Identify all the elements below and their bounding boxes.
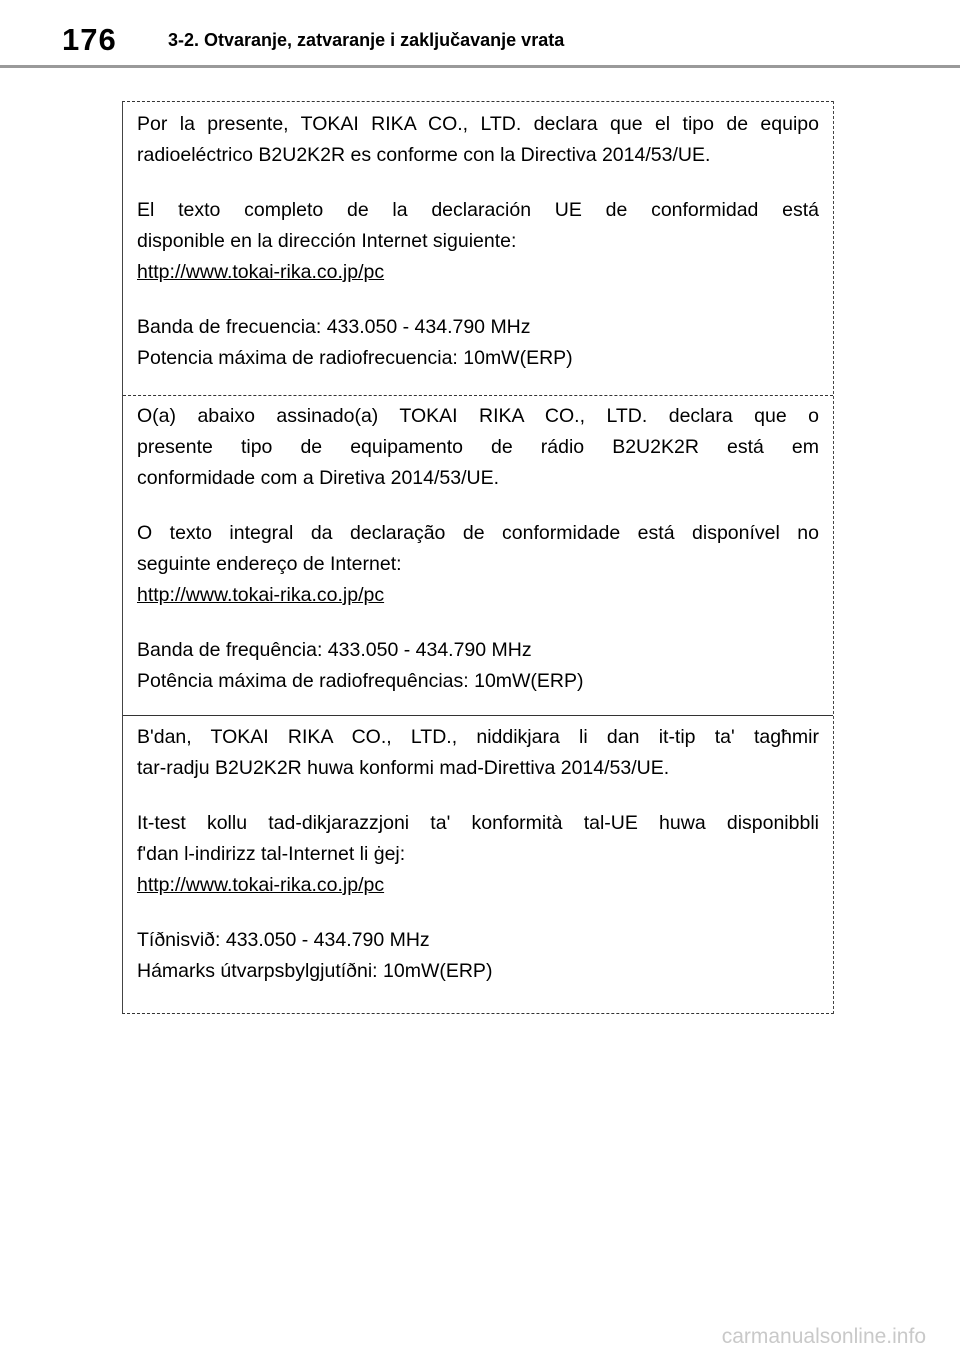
frequency-band: Tíðnisvið: 433.050 - 434.790 MHz <box>137 929 430 951</box>
chapter-title: 3-2. Otvaranje, zatvaranje i zaključavanje vrata <box>168 30 565 50</box>
declaration-url-link[interactable]: http://www.tokai-rika.co.jp/pc <box>137 261 385 283</box>
full-text-line: f'dan l-indirizz tal-Internet li ġej: <box>137 843 406 865</box>
declaration-line: O(a) abaixo assinado(a) TOKAI RIKA CO., LTD. declara que o <box>137 405 819 427</box>
section-maltese <box>123 716 833 1013</box>
header-divider <box>0 65 960 68</box>
full-text-line: El texto completo de la declaración UE de conformidad está <box>137 199 819 221</box>
page-header <box>0 0 960 66</box>
frequency-band: Banda de frecuencia: 433.050 - 434.790 MHz <box>137 316 531 338</box>
declaration-url-link[interactable]: http://www.tokai-rika.co.jp/pc <box>137 874 385 896</box>
full-text-line: O texto integral da declaração de conformidade está disponível no <box>137 522 819 544</box>
declaration-url-link[interactable]: http://www.tokai-rika.co.jp/pc <box>137 584 385 606</box>
declaration-line: conformidade com a Diretiva 2014/53/UE. <box>137 467 500 489</box>
declaration-line: Por la presente, TOKAI RIKA CO., LTD. declara que el tipo de equipo <box>137 113 819 135</box>
page-number: 176 <box>62 22 117 57</box>
section-spanish <box>123 102 833 396</box>
declaration-line: B'dan, TOKAI RIKA CO., LTD., niddikjara li dan it-tip ta' tagħmir <box>137 726 819 748</box>
full-text-line: It-test kollu tad-dikjarazzjoni ta' konformità tal-UE huwa disponibbli <box>137 812 819 834</box>
max-power: Potência máxima de radiofrequências: 10mW(ERP) <box>137 670 584 692</box>
max-power: Hámarks útvarpsbylgjutíðni: 10mW(ERP) <box>137 960 493 982</box>
declaration-line: tar-radju B2U2K2R huwa konformi mad-Direttiva 2014/53/UE. <box>137 757 670 779</box>
declaration-line: presente tipo de equipamento de rádio B2U2K2R está em <box>137 436 819 458</box>
full-text-line: seguinte endereço de Internet: <box>137 553 402 575</box>
conformity-declaration-box <box>122 101 834 1014</box>
site-watermark: carmanualsonline.info <box>721 1325 926 1348</box>
frequency-band: Banda de frequência: 433.050 - 434.790 MHz <box>137 639 532 661</box>
declaration-line: radioeléctrico B2U2K2R es conforme con la Directiva 2014/53/UE. <box>137 144 711 166</box>
max-power: Potencia máxima de radiofrecuencia: 10mW(ERP) <box>137 347 573 369</box>
full-text-line: disponible en la dirección Internet siguiente: <box>137 230 517 252</box>
section-portuguese <box>123 396 833 716</box>
